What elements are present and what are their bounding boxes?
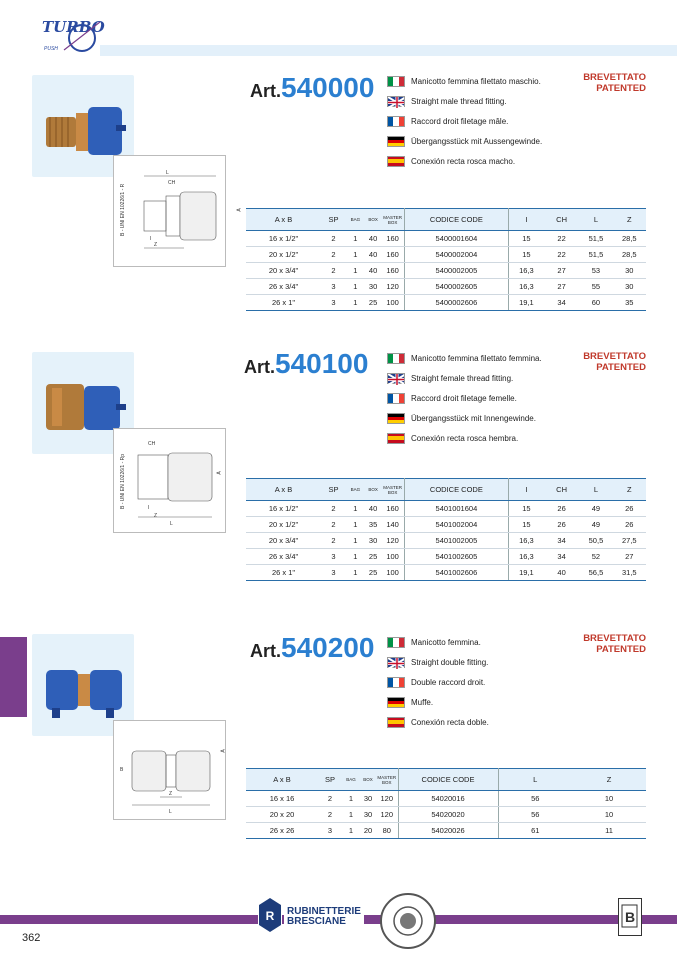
table-cell: 1 [346,549,365,565]
desc-de: Übergangsstück mit Aussengewinde. [411,136,543,146]
brand-name: RUBINETTERIE BRESCIANE [284,906,364,928]
article-title: Art.540200 [250,632,375,663]
table-cell: 56 [498,791,572,807]
table-cell: 140 [381,517,404,533]
svg-text:B: B [120,767,124,773]
technical-drawing-540200 [113,720,226,820]
table-cell: 1 [346,565,365,581]
svg-text:CH: CH [168,180,176,186]
table-cell: 1 [346,517,365,533]
table-cell: 1 [346,263,365,279]
desc-es: Conexión recta rosca macho. [411,156,516,166]
desc-en: Straight male thread fitting. [411,96,507,106]
table-cell: 1 [346,295,365,311]
table-cell: 49 [579,517,612,533]
table-cell: 16,3 [508,263,543,279]
spec-table-540100: A x B SP BAG BOX MASTER BOX CODICE CODE I CH L Z 16 x 1/2" 2 1 40 160 5401001604 15 26 49 26 20 x 1/2" 2 1 35 140 5401002004 15 26 49 26 20 x 3/4" 2 1 30 120 5401002005 16,3 34 50,5 27,5 26 x 3/4" 3 1 25 100 5401002605 16,3 34 52 27 26 x 1" 3 1 25 100 5401002606 19,1 40 56,5 31,5 [246,478,646,581]
table-row [246,807,646,823]
table-cell: 52 [579,549,612,565]
table-cell: 30 [613,263,646,279]
table-cell: 40 [365,231,382,247]
drawing-side-label: B - UNI EN 10226/1 - R [120,183,126,236]
table-cell: 2 [321,247,346,263]
svg-text:Z: Z [154,513,158,519]
description-list: Manicotto femmina. Straight double fitting. Double raccord droit. Muffe. Conexión recta doble. [387,632,489,732]
table-cell: 160 [381,247,404,263]
table-cell: 25 [365,549,382,565]
table-row [246,295,646,311]
table-cell: 25 [365,295,382,311]
quality-mark-icon [618,898,642,936]
table-cell: 100 [381,549,404,565]
table-cell: 22 [544,231,579,247]
table-cell: 54020016 [398,791,498,807]
table-cell: 19,1 [508,295,543,311]
flag-uk-icon [387,373,405,384]
table-cell: 1 [346,501,365,517]
table-cell: 3 [318,823,342,839]
table-cell: 56 [498,807,572,823]
table-cell: 40 [544,565,579,581]
svg-text:L: L [166,170,169,176]
flag-de-icon [387,136,405,147]
section-tab [0,637,27,717]
flag-fr-icon [387,393,405,404]
table-cell: 26 [613,501,646,517]
svg-text:CH: CH [148,441,156,447]
svg-text:L: L [169,809,172,815]
table-cell: 1 [342,791,360,807]
patent-label: BREVETTATO PATENTED [583,633,646,655]
table-cell: 5400001604 [404,231,508,247]
table-row [246,279,646,295]
header-bar [100,45,677,56]
table-cell: 1 [346,231,365,247]
table-cell: 2 [318,807,342,823]
table-cell: 16 x 16 [246,791,318,807]
article-title: Art.540000 [250,72,375,103]
table-cell: 20 x 3/4" [246,533,321,549]
table-cell: 35 [613,295,646,311]
table-cell: 54020020 [398,807,498,823]
table-cell: 5401002004 [404,517,508,533]
table-cell: 26 x 26 [246,823,318,839]
table-cell: 100 [381,295,404,311]
table-cell: 35 [365,517,382,533]
svg-text:I: I [148,505,150,511]
table-cell: 27,5 [613,533,646,549]
table-cell: 15 [508,247,543,263]
table-cell: 61 [498,823,572,839]
svg-text:B - UNI EN 10226/1 - Rp: B - UNI EN 10226/1 - Rp [120,453,126,509]
table-cell: 27 [544,263,579,279]
flag-es-icon [387,156,405,167]
table-cell: 80 [376,823,398,839]
flag-fr-icon [387,116,405,127]
svg-text:R: R [265,909,275,923]
flag-it-icon [387,76,405,87]
table-cell: 27 [544,279,579,295]
technical-drawing-540100 [113,428,226,533]
table-cell: 26 x 3/4" [246,279,321,295]
table-cell: 3 [321,549,346,565]
turbo-logo [42,18,105,58]
table-row [246,533,646,549]
table-cell: 5400002004 [404,247,508,263]
table-cell: 2 [321,231,346,247]
table-row [246,263,646,279]
table-cell: 2 [318,791,342,807]
table-cell: 5401001604 [404,501,508,517]
table-cell: 10 [572,791,646,807]
table-row [246,549,646,565]
table-cell: 60 [579,295,612,311]
flag-de-icon [387,413,405,424]
table-cell: 1 [346,247,365,263]
table-cell: 20 x 1/2" [246,247,321,263]
table-cell: 1 [346,279,365,295]
brand-logo-icon [258,897,282,933]
table-cell: 40 [365,263,382,279]
table-cell: 53 [579,263,612,279]
svg-text:I: I [150,236,152,242]
table-cell: 15 [508,231,543,247]
table-cell: 40 [365,247,382,263]
table-cell: 20 x 1/2" [246,517,321,533]
table-cell: 26 [544,501,579,517]
technical-drawing-540000 [113,155,226,267]
table-cell: 16,3 [508,533,543,549]
svg-text:B: B [624,909,636,925]
table-cell: 30 [365,279,382,295]
table-cell: 16 x 1/2" [246,231,321,247]
patent-label: BREVETTATO PATENTED [583,72,646,94]
table-cell: 120 [376,791,398,807]
certification-seal-icon [380,893,436,949]
table-cell: 26 x 1" [246,295,321,311]
table-cell: 16,3 [508,279,543,295]
svg-text:Z: Z [169,791,173,797]
table-cell: 1 [346,533,365,549]
table-cell: 1 [342,807,360,823]
table-cell: 30 [613,279,646,295]
table-cell: 120 [381,533,404,549]
table-cell: 40 [365,501,382,517]
table-row [246,791,646,807]
table-cell: 5400002606 [404,295,508,311]
table-cell: 2 [321,533,346,549]
table-cell: 51,5 [579,231,612,247]
table-cell: 19,1 [508,565,543,581]
table-cell: 2 [321,263,346,279]
table-cell: 15 [508,501,543,517]
page-number: 362 [22,932,41,944]
table-cell: 30 [365,533,382,549]
table-cell: 55 [579,279,612,295]
table-row [246,247,646,263]
table-cell: 28,5 [613,231,646,247]
table-cell: 120 [376,807,398,823]
description-list: Manicotto femmina filettato femmina. Straight female thread fitting. Raccord droit filetage femelle. Übergangsstück mit Innengewinde. Conexión recta rosca hembra. [387,348,542,448]
table-cell: 10 [572,807,646,823]
table-cell: 2 [321,517,346,533]
table-cell: 26 [613,517,646,533]
table-row [246,517,646,533]
table-cell: 5401002606 [404,565,508,581]
desc-it: Manicotto femmina filettato maschio. [411,76,541,86]
table-cell: 20 x 3/4" [246,263,321,279]
flag-fr-icon [387,677,405,688]
flag-uk-icon [387,96,405,107]
table-cell: 26 x 3/4" [246,549,321,565]
table-cell: 15 [508,517,543,533]
svg-text:L: L [170,521,173,527]
table-row [246,565,646,581]
table-cell: 26 [544,517,579,533]
table-cell: 120 [381,279,404,295]
table-cell: 28,5 [613,247,646,263]
flag-de-icon [387,697,405,708]
table-cell: 2 [321,501,346,517]
table-cell: 20 x 20 [246,807,318,823]
dim-label-a: A [236,208,243,212]
spec-table-540000: A x B SP BAG BOX MASTER BOX CODICE CODE I CH L Z 16 x 1/2" 2 1 40 160 5400001604 15 22 51,5 28,5 20 x 1/2" 2 1 40 160 5400002004 15 22 51,5 28,5 20 x 3/4" 2 1 40 160 5400002005 16,3 27 53 30 26 x 3/4" 3 1 30 120 5400002605 16,3 27 55 30 26 x 1" 3 1 25 100 5400002606 19,1 34 60 35 [246,208,646,311]
logo-text: TURBO [42,18,105,36]
table-cell: 5400002605 [404,279,508,295]
description-list [387,71,542,171]
table-cell: 31,5 [613,565,646,581]
table-cell: 16 x 1/2" [246,501,321,517]
table-cell: 16,3 [508,549,543,565]
table-cell: 22 [544,247,579,263]
table-cell: 11 [572,823,646,839]
flag-uk-icon [387,657,405,668]
table-cell: 25 [365,565,382,581]
table-cell: 3 [321,279,346,295]
table-cell: 160 [381,231,404,247]
table-cell: 160 [381,263,404,279]
table-cell: 5400002005 [404,263,508,279]
logo-swirl-icon [60,20,100,56]
table-row [246,823,646,839]
flag-es-icon [387,433,405,444]
table-cell: 3 [321,295,346,311]
table-row [246,231,646,247]
table-cell: 51,5 [579,247,612,263]
table-cell: 20 [360,823,376,839]
table-cell: 34 [544,549,579,565]
table-cell: 26 x 1" [246,565,321,581]
table-cell: 34 [544,295,579,311]
table-cell: 54020026 [398,823,498,839]
logo-sub: PUSH [44,46,58,52]
table-cell: 56,5 [579,565,612,581]
table-cell: 27 [613,549,646,565]
table-cell: 1 [342,823,360,839]
article-title: Art.540100 [244,348,369,379]
flag-it-icon [387,353,405,364]
svg-text:Z: Z [154,242,158,248]
patent-label: BREVETTATO PATENTED [583,351,646,373]
spec-table-540200: A x B SP BAG BOX MASTER BOX CODICE CODE L Z 16 x 16 2 1 30 120 54020016 56 10 20 x 20 2 1 30 120 54020020 56 10 26 x 26 3 1 20 80 54020026 61 11 [246,768,646,839]
table-cell: 50,5 [579,533,612,549]
table-cell: 49 [579,501,612,517]
table-cell: 30 [360,791,376,807]
desc-fr: Raccord droit filetage mâle. [411,116,509,126]
table-cell: 3 [321,565,346,581]
table-cell: 34 [544,533,579,549]
table-cell: 5401002605 [404,549,508,565]
flag-it-icon [387,637,405,648]
table-cell: 100 [381,565,404,581]
table-cell: 160 [381,501,404,517]
table-cell: 5401002005 [404,533,508,549]
table-cell: 30 [360,807,376,823]
table-row [246,501,646,517]
flag-es-icon [387,717,405,728]
